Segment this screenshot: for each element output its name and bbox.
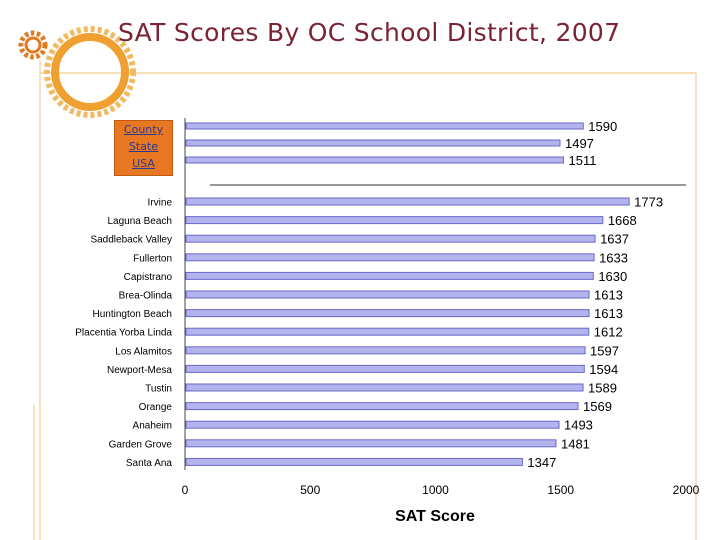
x-tick-label-0: 0 — [181, 483, 189, 497]
x-axis-title: SAT Score — [395, 508, 475, 525]
x-tick-label-3: 1500 — [547, 483, 575, 497]
legend-item-state[interactable]: State — [128, 140, 159, 153]
district-value-label-11: 1569 — [583, 399, 612, 415]
district-value-label-10: 1589 — [588, 380, 617, 396]
district-bar-4 — [186, 272, 593, 279]
category-label-11: Orange — [138, 402, 172, 414]
district-value-label-6: 1613 — [594, 306, 623, 322]
district-value-label-0: 1773 — [634, 194, 664, 210]
district-value-label-7: 1612 — [593, 324, 623, 340]
category-label-1: Laguna Beach — [107, 216, 172, 228]
category-label-8: Los Alamitos — [115, 346, 172, 358]
reference-value-label-1: 1497 — [564, 136, 594, 151]
district-bar-9 — [186, 365, 584, 372]
reference-value-label-2: 1511 — [568, 153, 597, 168]
category-label-9: Newport-Mesa — [106, 364, 172, 376]
category-label-10: Tustin — [145, 383, 172, 395]
district-bar-5 — [186, 291, 589, 298]
category-label-2: Saddleback Valley — [90, 234, 172, 246]
district-bar-8 — [186, 347, 585, 354]
district-bar-14 — [186, 458, 522, 465]
district-value-label-2: 1637 — [600, 231, 629, 247]
reference-bar-0 — [186, 123, 583, 129]
district-value-label-1: 1668 — [607, 213, 637, 229]
x-tick-label-4: 2000 — [672, 483, 700, 497]
district-value-label-4: 1630 — [598, 268, 628, 284]
district-bar-12 — [186, 421, 559, 428]
district-value-label-3: 1633 — [599, 250, 628, 266]
district-bar-0 — [186, 198, 629, 205]
district-value-label-9: 1594 — [589, 361, 619, 377]
district-bar-13 — [186, 440, 556, 447]
category-label-6: Huntington Beach — [92, 309, 172, 321]
reference-value-label-0: 1590 — [588, 119, 618, 134]
legend-item-usa[interactable]: USA — [132, 157, 155, 170]
district-value-label-5: 1613 — [594, 287, 623, 303]
district-bar-11 — [186, 403, 578, 410]
district-value-label-14: 1347 — [527, 454, 557, 470]
category-label-13: Garden Grove — [108, 439, 172, 451]
district-bar-2 — [186, 235, 595, 242]
reference-bar-1 — [186, 140, 560, 146]
district-value-label-12: 1493 — [563, 417, 593, 433]
district-value-label-8: 1597 — [590, 343, 619, 359]
category-label-3: Fullerton — [133, 253, 172, 265]
category-label-0: Irvine — [147, 197, 172, 209]
category-label-5: Brea-Olinda — [118, 290, 172, 302]
district-value-label-13: 1481 — [560, 436, 590, 452]
category-label-12: Anaheim — [132, 420, 172, 432]
category-label-4: Capistrano — [123, 271, 172, 283]
slide-title: SAT Scores By OC School District, 2007 — [118, 18, 621, 47]
category-label-14: Santa Ana — [125, 457, 172, 469]
district-bar-1 — [186, 217, 603, 224]
district-bar-3 — [186, 254, 594, 261]
legend-box — [114, 120, 173, 176]
x-tick-label-1: 500 — [300, 483, 321, 497]
reference-bar-2 — [186, 157, 564, 163]
district-bar-6 — [186, 310, 589, 317]
legend-item-county[interactable]: County — [123, 123, 164, 136]
district-bar-10 — [186, 384, 583, 391]
x-tick-label-2: 1000 — [422, 483, 449, 497]
district-bar-7 — [186, 328, 589, 335]
category-label-7: Placentia Yorba Linda — [75, 327, 172, 339]
